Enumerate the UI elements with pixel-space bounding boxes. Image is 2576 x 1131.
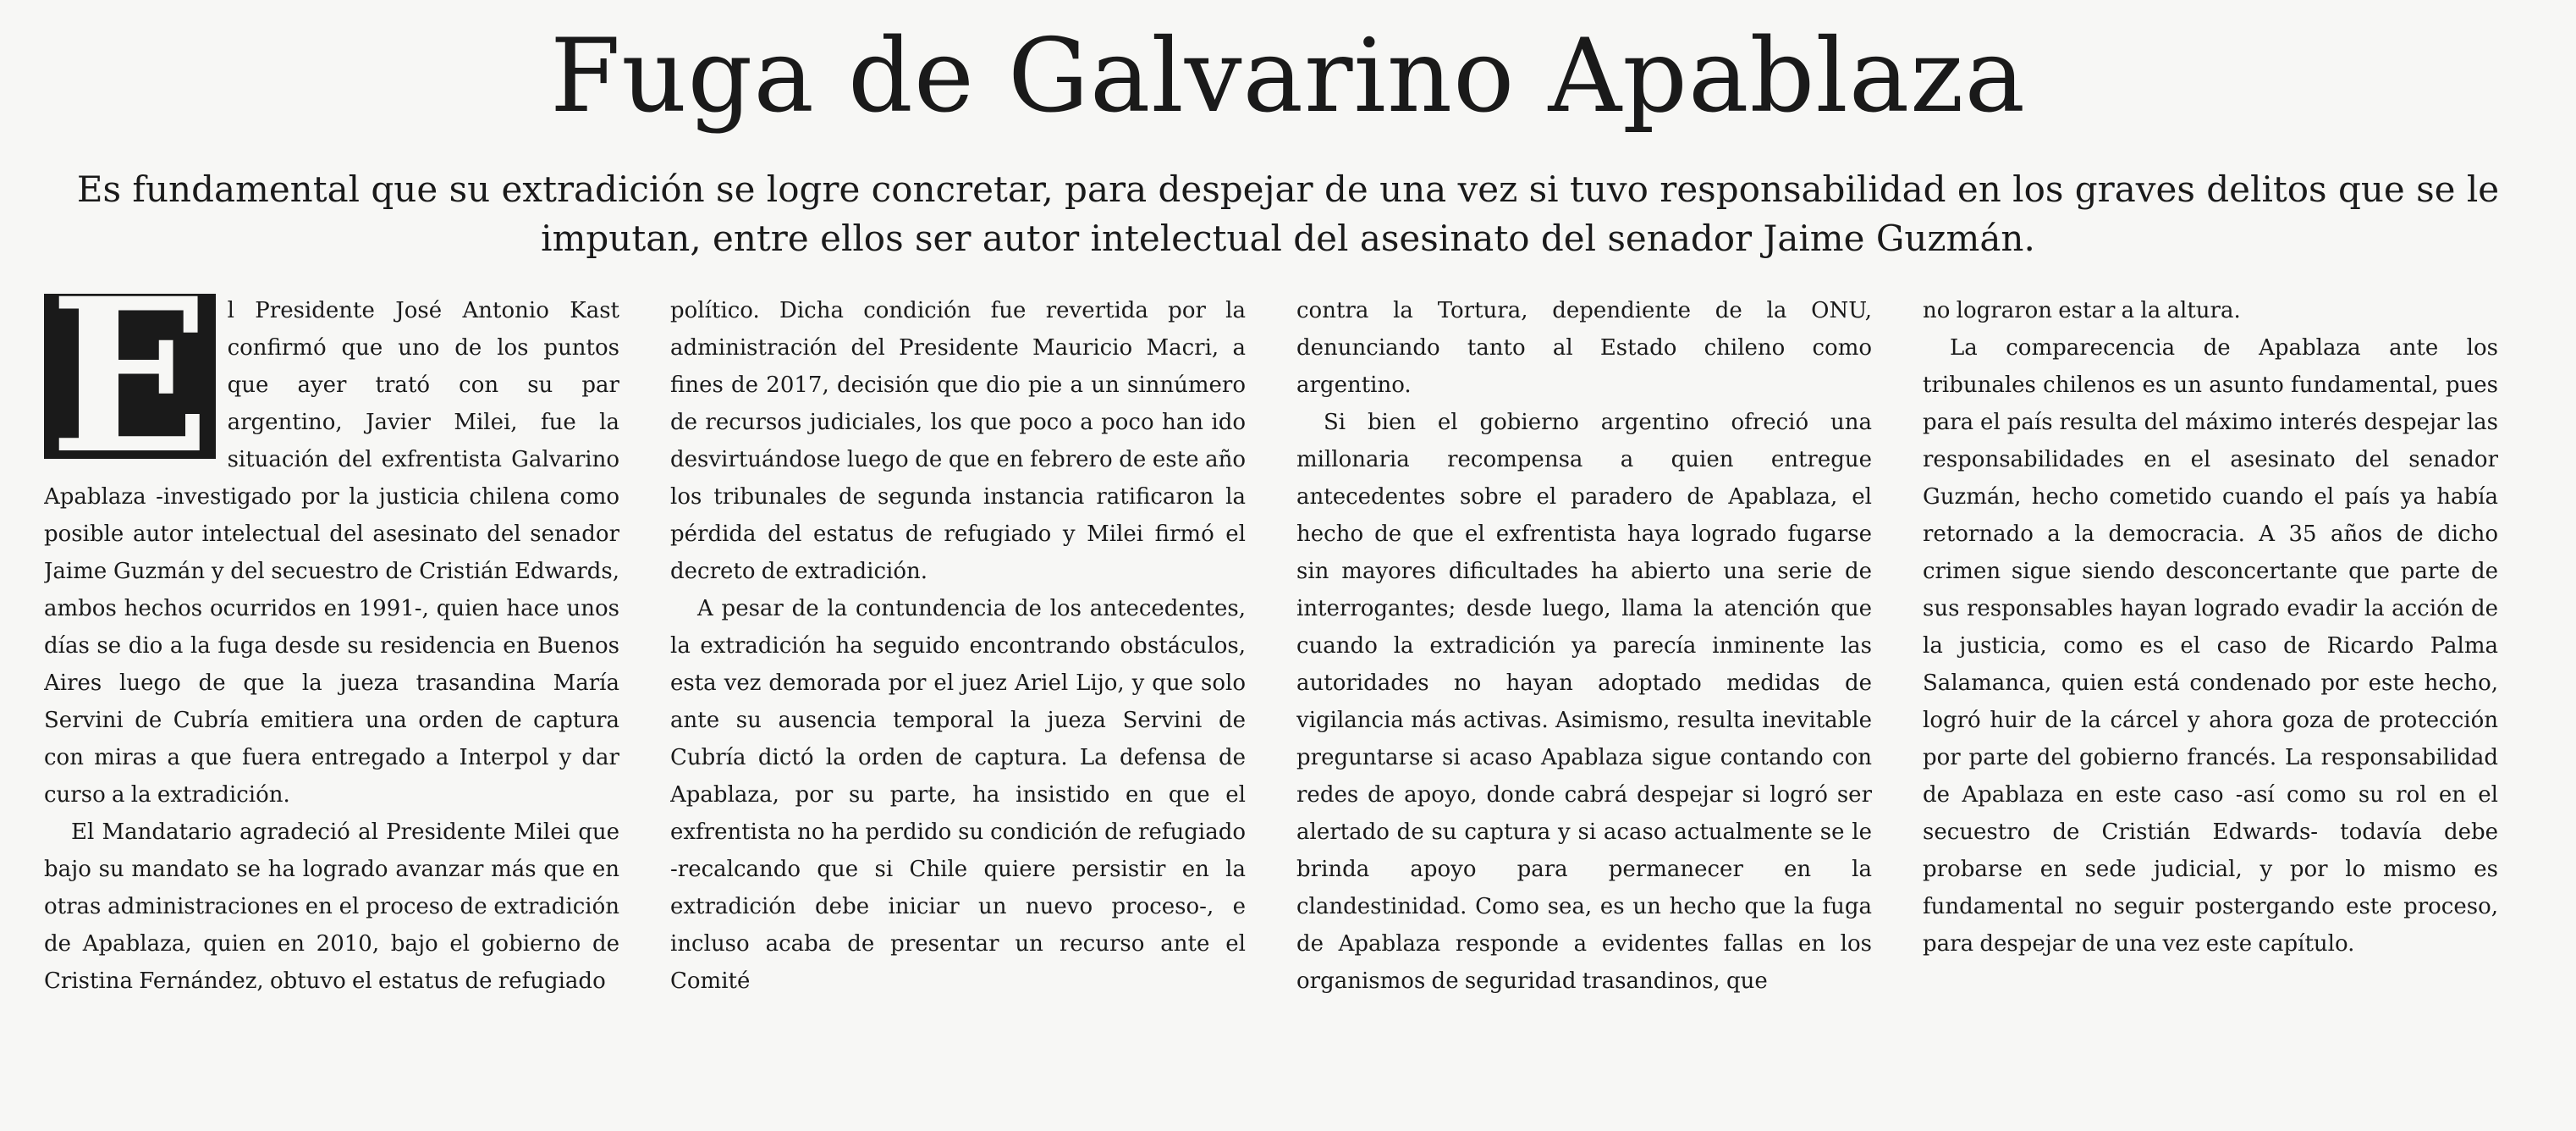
paragraph — [44, 292, 619, 814]
article-deck: Es fundamental que su extradición se logre concretar, para despejar de una vez si tuvo responsabilidad en los graves delitos que se le imputan, entre ellos ser autor intelectual del asesinato del senador Jaime Guzmán. — [76, 168, 2500, 259]
paragraph: El Mandatario agradeció al Presidente Milei que bajo su mandato se ha logrado avanzar más que en otras administraciones en el proceso de extradición de Apablaza, quien en 2010, bajo el gobierno de Cristina Fernández, obtuvo el estatus de refugiado — [44, 819, 619, 994]
column-2 — [670, 292, 1246, 1117]
paragraph: Si bien el gobierno argentino ofreció una millonaria recompensa a quien entregue antecedentes sobre el paradero de Apablaza, el hecho de que el exfrentista haya logrado fugarse sin mayores dificultades ha abierto una serie de interrogantes; desde luego, llama la atención que cuando la extradición ya parecía inminente las autoridades no hayan adoptado medidas de vigilancia más activas. Asimismo, resulta inevitable preguntarse si acaso Apablaza sigue contando con redes de apoyo, donde cabrá despejar si logró ser alertado de su captura y si acaso actualmente se le brinda apoyo para permanecer en la clandestinidad. Como sea, es un hecho que la fuga de Apablaza responde a evidentes fallas en los organismos de seguridad trasandinos, que — [1296, 410, 1872, 994]
paragraph-text: l Presidente José Antonio Kast confirmó que uno de los puntos que ayer trató con su par argentino, Javier Milei, fue la situación del exfrentista Galvarino Apablaza -investigado por la justicia chilena como posible autor intelectual del asesinato del senador Jaime Guzmán y del secuestro de Cristián Edwards, ambos hechos ocurridos en 1991-, quien hace unos días se dio a la fuga desde su residencia en Buenos Aires luego de que la jueza trasandina María Servini de Cubría emitiera una orden de captura con miras a que fuera entregado a Interpol y dar curso a la extradición. — [44, 298, 619, 808]
paragraph: A pesar de la contundencia de los antecedentes, la extradición ha seguido encontrando obstáculos, esta vez demorada por el juez Ariel Lijo, y que solo ante su ausencia temporal la jueza Servini de Cubría dictó la orden de captura. La defensa de Apablaza, por su parte, ha insistido en que el exfrentista no ha perdido su condición de refugiado -recalcando que si Chile quiere persistir en la extradición debe iniciar un nuevo proceso-, e incluso acaba de presentar un recurso ante el Comité — [670, 596, 1246, 994]
paragraph: contra la Tortura, dependiente de la ONU, denunciando tanto al Estado chileno como argentino. — [1296, 298, 1872, 398]
column-3 — [1296, 292, 1872, 1117]
drop-cap: E — [44, 294, 216, 459]
column-4 — [1923, 292, 2498, 1117]
article-body — [44, 292, 2498, 1117]
article-title: Fuga de Galvarino Apablaza — [549, 18, 2027, 135]
paragraph: La comparecencia de Apablaza ante los tribunales chilenos es un asunto fundamental, pues para el país resulta del máximo interés despejar las responsabilidades en el asesinato del senador Guzmán, hecho cometido cuando el país ya había retornado a la democracia. A 35 años de dicho crimen sigue siendo desconcertante que parte de sus responsables hayan logrado evadir la acción de la justicia, como es el caso de Ricardo Palma Salamanca, quien está condenado por este hecho, logró huir de la cárcel y ahora goza de protección por parte del gobierno francés. La responsabilidad de Apablaza en este caso -así como su rol en el secuestro de Cristián Edwards- todavía debe probarse en sede judicial, y por lo mismo es fundamental no seguir postergando este proceso, para despejar de una vez este capítulo. — [1923, 335, 2498, 957]
column-1 — [44, 292, 619, 1117]
paragraph: político. Dicha condición fue revertida por la administración del Presidente Mauricio Macri, a fines de 2017, decisión que dio pie a un sinnúmero de recursos judiciales, los que poco a poco han ido desvirtuándose luego de que en febrero de este año los tribunales de segunda instancia ratificaron la pérdida del estatus de refugiado y Milei firmó el decreto de extradición. — [670, 298, 1246, 584]
paragraph: no lograron estar a la altura. — [1923, 298, 2241, 323]
